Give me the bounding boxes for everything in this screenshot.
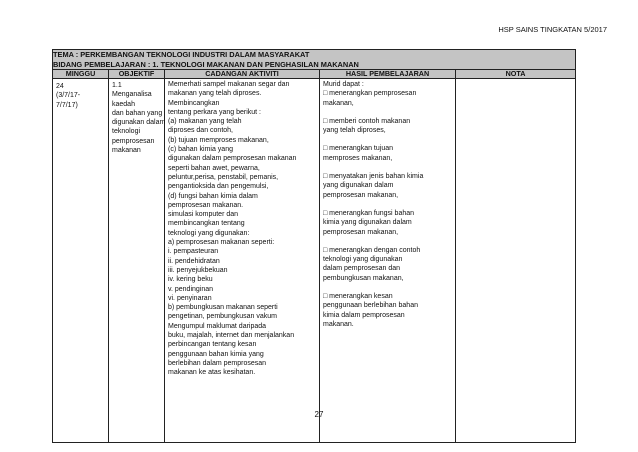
document-header: HSP SAINS TINGKATAN 5/2017: [498, 25, 607, 34]
outcome-group-2: [323, 117, 455, 136]
activity-line: (b) tujuan memproses makanan,: [168, 136, 269, 144]
outcome-line: □ menerangkan tujuan: [323, 145, 393, 153]
theme-title: TEMA : PERKEMBANGAN TEKNOLOGI INDUSTRI DALAM MASYARAKAT: [53, 50, 310, 59]
activity-line: simulasi komputer dan: [168, 211, 239, 219]
outcome-group-5: [323, 209, 455, 237]
activity-line: pengantioksida dan pengemulsi,: [168, 183, 269, 191]
outcome-group-6: [323, 246, 455, 283]
activity-line: iii. penyejukbekuan: [168, 266, 228, 274]
activity-line: Membincangkan: [168, 99, 220, 107]
week-date-start: (3/7/17-: [56, 92, 81, 100]
activity-line: vi. penyinaran: [168, 294, 212, 302]
activity-line: pemprosesan makanan.: [168, 201, 244, 209]
column-header-row: [53, 70, 576, 79]
outcome-line: memproses makanan,: [323, 154, 393, 162]
activity-line: (d) fungsi bahan kimia dalam: [168, 192, 258, 200]
outcome-group-1: [323, 80, 455, 108]
activity-line: buku, majalah, internet dan menjalankan: [168, 332, 295, 340]
activity-line: tentang perkara yang berikut :: [168, 108, 262, 116]
activity-line: makanan yang telah diproses.: [168, 90, 262, 98]
page-number: 27: [314, 410, 324, 419]
activity-line: membincangkan tentang: [168, 220, 245, 228]
lesson-plan-table: [52, 49, 576, 443]
activity-line: Memerhati sampel makanan segar dan: [168, 81, 290, 88]
outcome-group-7: [323, 292, 455, 329]
col-header-cadangan-aktiviti: CADANGAN AKTIVITI: [165, 70, 320, 79]
outcome-line: makanan.: [323, 320, 354, 328]
activity-line: (a) makanan yang telah: [168, 118, 242, 126]
outcome-line: yang digunakan dalam: [323, 182, 394, 190]
objective-line: digunakan dalam: [112, 119, 166, 127]
activity-line: diproses dan contoh,: [168, 127, 233, 135]
activity-line: Mengumpul maklumat daripada: [168, 322, 267, 330]
outcome-line: pembungkusan makanan,: [323, 274, 404, 282]
outcome-line: □ memberi contoh makanan: [323, 117, 411, 125]
theme-row: [53, 50, 576, 70]
outcome-line: □ menerangkan pemprosesan: [323, 90, 417, 98]
objective-line: kaedah: [112, 100, 135, 108]
week-row: [53, 79, 576, 443]
objective-line: dan bahan yang: [112, 109, 163, 117]
objective-line: Menganalisa: [112, 91, 152, 99]
objective-line: makanan: [112, 147, 141, 155]
outcome-line: pemprosesan makanan,: [323, 228, 399, 236]
theme-cell: [53, 50, 576, 70]
week-cell: [53, 79, 109, 443]
activity-line: a) pemprosesan makanan seperti:: [168, 239, 275, 247]
outcome-group-3: [323, 144, 455, 163]
objective-line: teknologi: [112, 128, 141, 136]
activity-line: (c) bahan kimia yang: [168, 146, 233, 154]
learning-area: BIDANG PEMBELAJARAN : 1. TEKNOLOGI MAKANAN DAN PENGHASILAN MAKANAN: [53, 59, 359, 69]
activity-line: digunakan dalam pemprosesan makanan: [168, 155, 297, 163]
outcome-line: penggunaan berlebihan bahan: [323, 302, 418, 310]
outcome-line: teknologi yang digunakan: [323, 256, 403, 264]
outcome-line: □ menyatakan jenis bahan kimia: [323, 173, 424, 181]
activity-line: iv. kering beku: [168, 276, 213, 284]
activity-line: b) pembungkusan makanan seperti: [168, 304, 278, 312]
activity-line: berlebihan dalam pemprosesan: [168, 359, 267, 367]
outcome-line: dalam pemprosesan dan: [323, 265, 401, 273]
activity-line: perbincangan tentang kesan: [168, 341, 257, 349]
col-header-hasil-pembelajaran: HASIL PEMBELAJARAN: [320, 70, 456, 79]
activity-line: pengetinan, pembungkusan vakum: [168, 313, 277, 321]
week-number: 24: [56, 83, 64, 90]
activity-line: seperti bahan awet, pewarna,: [168, 164, 260, 172]
outcome-line: □ menerangkan dengan contoh: [323, 246, 421, 254]
activity-line: v. pendinginan: [168, 285, 214, 293]
objective-cell: [109, 79, 165, 443]
outcome-line: □ menerangkan fungsi bahan: [323, 209, 415, 217]
outcome-line: pemprosesan makanan,: [323, 191, 399, 199]
activity-line: peluntur,perisa, penstabil, pemanis,: [168, 173, 279, 181]
activity-line: teknologi yang digunakan:: [168, 229, 250, 237]
notes-cell: [456, 79, 576, 443]
week-date-end: 7/7/17): [56, 101, 78, 109]
outcome-group-4: [323, 172, 455, 200]
activities-cell: [165, 79, 320, 443]
outcome-line: kimia dalam pemprosesan: [323, 311, 405, 319]
activity-line: ii. pendehidratan: [168, 257, 220, 265]
objective-line: pemprosesan: [112, 137, 155, 145]
activity-line: penggunaan bahan kimia yang: [168, 350, 264, 358]
outcome-line: yang telah diproses,: [323, 127, 386, 135]
col-header-minggu: MINGGU: [53, 70, 109, 79]
outcome-line: Murid dapat :: [323, 81, 364, 88]
objective-line: 1.1: [112, 82, 122, 89]
col-header-objektif: OBJEKTIF: [109, 70, 165, 79]
outcome-line: □ menerangkan kesan: [323, 293, 393, 301]
activity-line: i. pempasteuran: [168, 248, 219, 256]
outcomes-cell: [320, 79, 456, 443]
outcome-line: kimia yang digunakan dalam: [323, 219, 412, 227]
activity-line: makanan ke atas kesihatan.: [168, 369, 256, 377]
outcome-line: makanan,: [323, 99, 354, 107]
col-header-nota: NOTA: [456, 70, 576, 79]
